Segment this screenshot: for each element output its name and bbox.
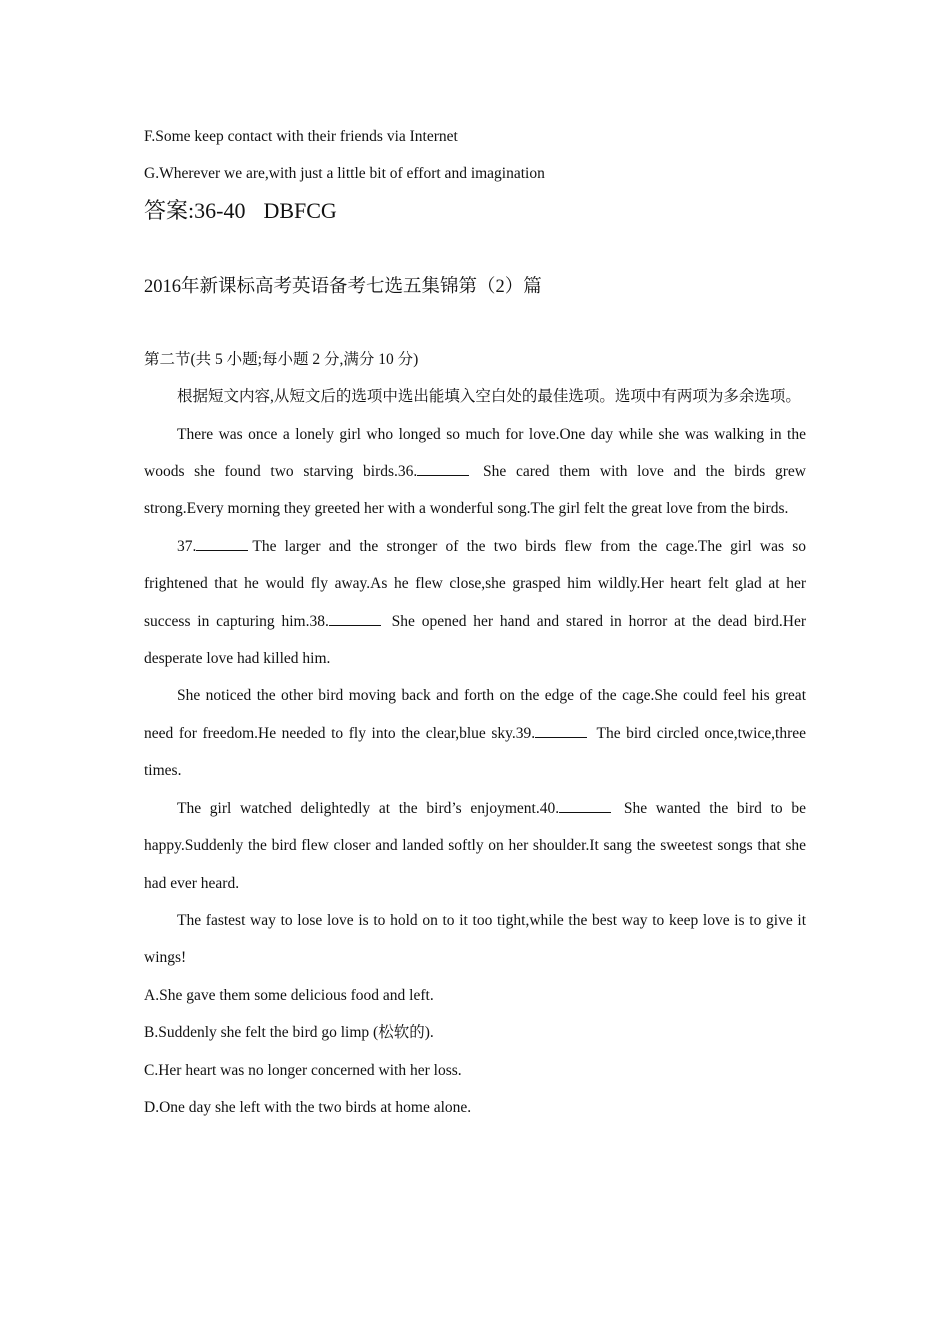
option-f: F.Some keep contact with their friends via Internet: [144, 128, 458, 145]
blank-36[interactable]: [417, 461, 469, 476]
option-a: A.She gave them some delicious food and left.: [144, 986, 434, 1004]
section-instructions: 根据短文内容,从短文后的选项中选出能填入空白处的最佳选项。选项中有两项为多余选项。: [177, 388, 801, 406]
answer-line: [144, 191, 806, 231]
blank-38[interactable]: [329, 611, 381, 626]
blank-39[interactable]: [535, 723, 587, 738]
option-g: G.Wherever we are,with just a little bit of effort and imagination: [144, 165, 545, 183]
answer-label: 答案:36-40: [144, 197, 246, 223]
passage-paragraph-3: She noticed the other bird moving back and forth on the edge of the cage.She could feel his great need for freedom.He needed to fly into the clear,blue sky.39. The bird circled once,twice,three times.: [144, 687, 806, 780]
passage-paragraph-2: 37. The larger and the stronger of the two birds flew from the cage.The girl was so frightened that he would fly away.As he flew close,she grasped him wildly.Her heart felt glad at her success in capturing him.38. She opened her hand and stared in horror at the dead bird.Her desperate love had killed him.: [144, 537, 806, 668]
blank-40[interactable]: [559, 798, 611, 813]
section-heading: 第二节(共 5 小题;每小题 2 分,满分 10 分): [144, 350, 419, 368]
option-b: B.Suddenly she felt the bird go limp (松软的).: [144, 1024, 434, 1042]
document-page: [144, 118, 806, 1126]
option-c: C.Her heart was no longer concerned with her loss.: [144, 1061, 462, 1079]
passage-paragraph-4: The girl watched delightedly at the bird’s enjoyment.40. She wanted the bird to be happy.Suddenly the bird flew closer and landed softly on her shoulder.It sang the sweetest songs that she had ever heard.: [144, 799, 806, 892]
passage-paragraph-5: The fastest way to lose love is to hold on to it too tight,while the best way to keep love is to give it wings!: [144, 911, 806, 967]
answer-key: DBFCG: [263, 197, 337, 223]
blank-37[interactable]: [196, 536, 248, 551]
passage-paragraph-1: There was once a lonely girl who longed so much for love.One day while she was walking in the woods she found two starving birds.36. She cared them with love and the birds grew strong.Every morning they greeted her with a wonderful song.The girl felt the great love from the birds.: [144, 425, 806, 518]
document-title: 2016年新课标高考英语备考七选五集锦第（2）篇: [144, 276, 542, 297]
option-d: D.One day she left with the two birds at home alone.: [144, 1098, 472, 1116]
